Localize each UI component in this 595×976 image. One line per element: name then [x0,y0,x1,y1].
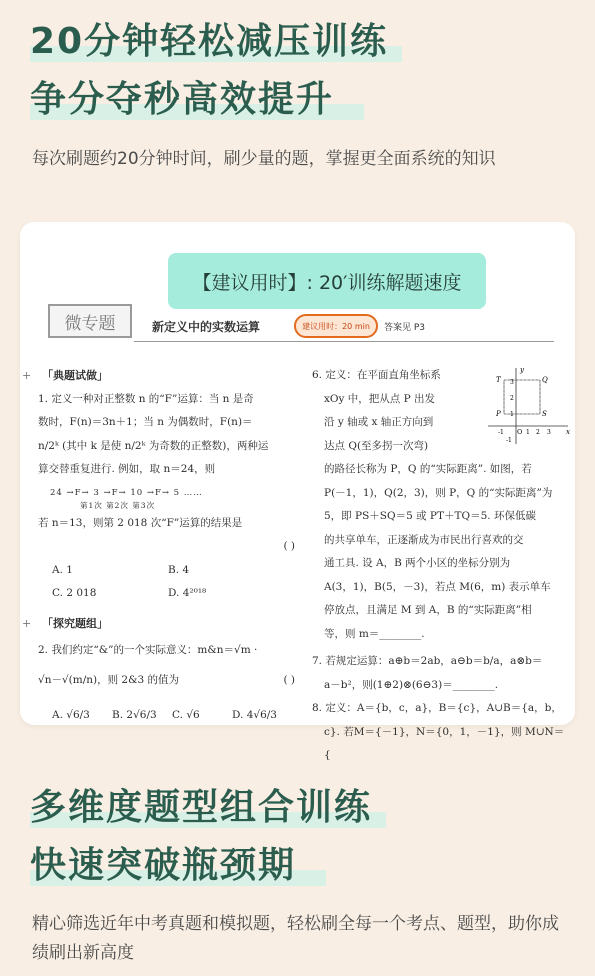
graph-label: 1 [526,429,530,436]
answer-reference: 答案见 P3 [384,323,426,333]
question-line: 停放点，且满足 M 到 A，B 的“实际距离”相 [324,604,532,616]
graph-label: 2 [536,429,540,436]
question-line: 5，即 PS＋SQ＝5 或 PT＋TQ＝5. 环保低碳 [324,510,536,522]
question-line: 6. 定义：在平面直角坐标系 [312,369,441,381]
option-d: D. 4√6/3 [232,709,277,721]
question-line: 7. 若规定运算：a⊕b＝2ab，a⊖b＝b/a，a⊗b＝ [312,655,543,667]
option-a: A. 1 [52,563,73,576]
answer-bracket: ( ) [283,673,295,686]
graph-label: 3 [547,429,551,436]
question-line: xOy 中，把从点 P 出发 [324,392,436,405]
option-b: B. 2√6/3 [112,709,157,721]
question-line: 1. 定义一种对正整数 n 的“F”运算：当 n 是奇 [38,392,254,405]
option-d: D. 4²⁰¹⁸ [168,587,207,599]
answer-bracket: ( ) [283,540,295,552]
topic-title: 新定义中的实数运算 [152,320,261,334]
option-b: B. 4 [168,563,190,576]
graph-label: 1 [510,411,514,418]
headline2-line2: 快速突破瓶颈期 [30,842,296,890]
left-column [20,364,305,728]
question-line: 等，则 m＝________. [324,627,425,640]
question-line: c}. 若M＝{－1}，N＝{0，1，－1}，则 M∪N＝ [324,725,565,738]
question-line: { [324,749,331,761]
question-line: 8. 定义：A＝{b，c，a}，B＝{c}，A∪B＝{a，b， [312,702,562,714]
question-line: 的路径长称为 P，Q 的“实际距离”. 如图，若 [324,463,532,475]
flow-diagram-steps: 第1次 第2次 第3次 [80,500,156,510]
question-line: 达点 Q(至多拐一次弯) [324,439,429,452]
question-line: 若 n＝13，则第 2 018 次“F”运算的结果是 [38,516,243,529]
workbook-page-card [20,222,575,761]
options-row [20,704,305,728]
graph-label: 2 [510,395,514,402]
flow-diagram: 24 →F→ 3 →F→ 10 →F→ 5 …… [50,487,203,498]
graph-label: O [517,428,523,436]
section1-description: 每次刷题约20分钟时间，刷少量的题，掌握更全面系统的知识 [32,149,496,169]
graph-label: Q [542,376,548,384]
question-line: 的共享单车，正逐渐成为市民出行喜欢的交 [324,533,524,546]
question-line: P(－1，1)，Q(2，3)，则 P，Q 的“实际距离”为 [324,486,553,499]
headline2-line1: 多维度题型组合训练 [30,784,372,832]
section2-description: 精心筛选近年中考真题和模拟题，轻松刷全每一个考点、题型，助你成绩刷出新高度 [32,914,559,963]
suggested-time-callout: 【建议用时】: 20′训练解题速度 [168,253,486,309]
right-column [310,364,572,768]
graph-label: S [542,410,547,418]
graph-label: -1 [506,437,512,444]
graph-label: y [520,366,524,374]
section-heading: + 「探究题组」 [20,612,305,636]
option-a: A. √6/3 [52,709,90,721]
header-divider [134,341,554,342]
graph-label: -1 [498,429,504,436]
plus-icon: + [22,616,32,630]
options-row [20,559,305,583]
options-row [20,582,305,606]
graph-label: P [496,410,501,418]
graph-label: T [496,376,501,384]
question-line: a－b²，则(1⊕2)⊗(6⊖3)＝________. [324,678,499,691]
option-c: C. 2 018 [52,587,97,599]
question-line: 沿 y 轴或 x 轴正方向到 [324,416,434,428]
question-line: 数时，F(n)＝3n＋1；当 n 为偶数时，F(n)＝ [38,416,253,428]
headline-line2: 争分夺秒高效提升 [30,76,334,124]
question-line: 算交替重复进行. 例如，取 n＝24，则 [38,463,216,475]
topic-box: 微专题 [48,304,132,338]
question-line: n/2ᵏ (其中 k 是使 n/2ᵏ 为奇数的正整数)，两种运 [38,439,269,452]
graph-label: x [566,428,570,436]
plus-icon: + [22,369,32,382]
question-line: A(3，1)，B(5，－3)，若点 M(6，m) 表示单车 [324,580,551,593]
headline-line1: 20分钟轻松减压训练 [30,18,388,66]
coordinate-graph [484,364,572,448]
section-heading: + 「典题试做」 [20,364,305,388]
graph-label: 3 [510,379,514,386]
question-line: 通工具. 设 A，B 两个小区的坐标分别为 [324,557,511,569]
time-pill: 建议用时：20 min [294,314,378,338]
option-c: C. √6 [172,709,200,721]
page-header [44,304,564,348]
question-line: √n－√(m/n)，则 2&3 的值为 ( ) [20,669,305,693]
question-line: 2. 我们约定“&”的一个实际意义：m&n＝√m · [38,644,258,656]
